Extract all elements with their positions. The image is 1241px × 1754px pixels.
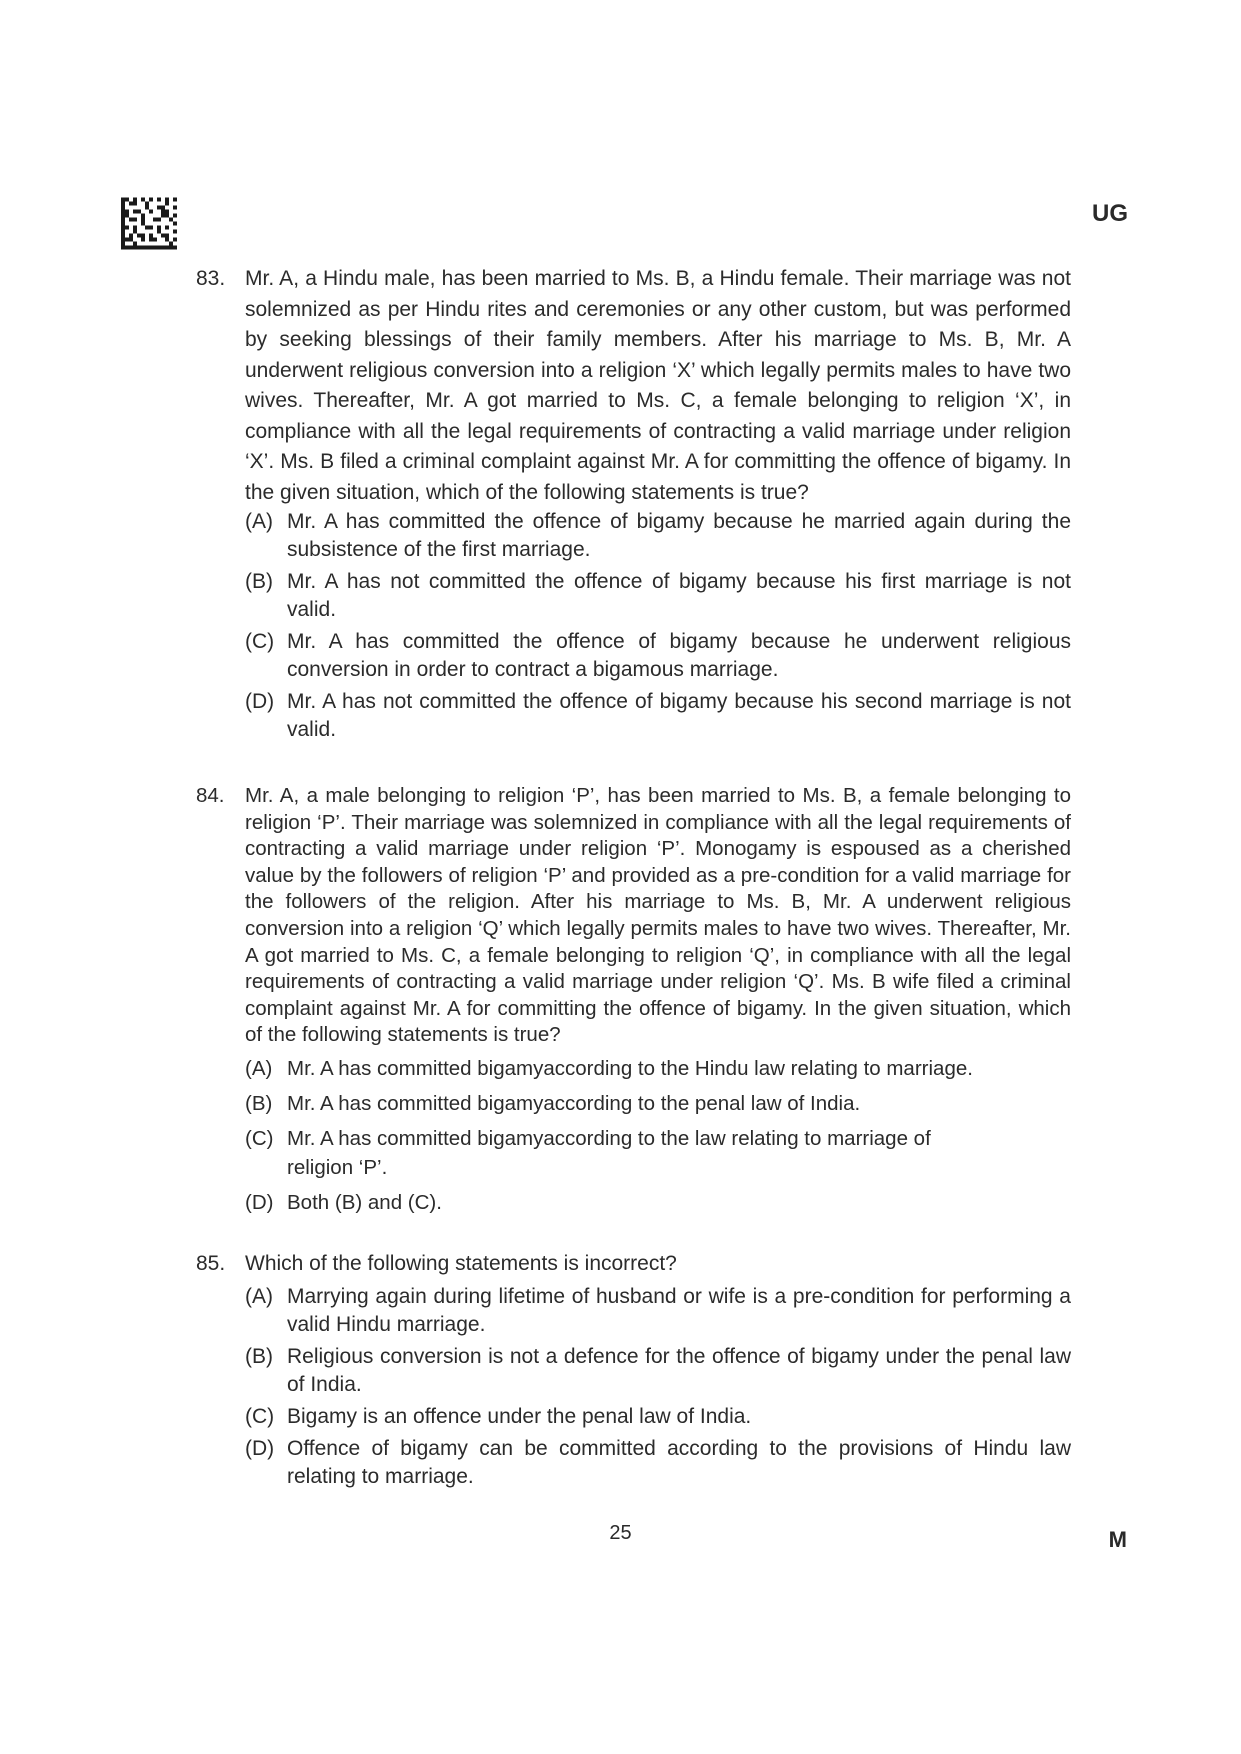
option-label: (B) [245,1345,273,1368]
option-text: Mr. A has committed the offence of bigamy because he married again during the subsistence of the first marriage. [287,510,1071,561]
option-b[interactable] [245,1089,1071,1118]
option-c[interactable] [245,1403,1071,1431]
option-text: Offence of bigamy can be committed according to the provisions of Hindu law relating to marriage. [287,1437,1071,1488]
question-84 [196,783,1071,1223]
question-number: 85. [196,1252,226,1275]
set-code: M [1108,1527,1127,1552]
option-c[interactable] [245,1124,1071,1182]
option-c[interactable] [245,628,1071,684]
option-label: (C) [245,1126,274,1150]
option-text: Both (B) and (C). [287,1190,442,1214]
option-label: (B) [245,1091,273,1115]
option-text: Mr. A has not committed the offence of bigamy because his first marriage is not valid. [287,570,1071,621]
option-a[interactable] [245,1283,1071,1339]
options-list [245,1283,1071,1491]
option-text: Mr. A has committed bigamyaccording to the penal law of India. [287,1091,861,1115]
option-label: (A) [245,1285,273,1308]
question-text: Mr. A, a Hindu male, has been married to Ms. B, a Hindu female. Their marriage was not solemnized as per Hindu rites and ceremonies or any other custom, but was performed by seeking blessings of their family members. After his marriage to Ms. B, Mr. A underwent religious conversion into a religion ‘X’ which legally permits males to have two wives. Thereafter, Mr. A got married to Ms. C, a female belonging to religion ‘X’, in compliance with all the legal requirements of contracting a valid marriage under religion ‘X’. Ms. B filed a criminal complaint against Mr. A for committing the offence of bigamy. In the given situation, which of the following statements is true? [245,267,1071,504]
option-d[interactable] [245,1188,1071,1217]
option-label: (D) [245,1437,275,1460]
option-label: (A) [245,1056,273,1080]
option-a[interactable] [245,508,1071,564]
option-label: (B) [245,570,273,593]
question-number: 83. [196,267,226,290]
page-number: 25 [609,1522,632,1544]
option-d[interactable] [245,1435,1071,1491]
option-label: (C) [245,1405,275,1428]
question-text: Mr. A, a male belonging to religion ‘P’, has been married to Ms. B, a female belonging to religion ‘P’. Their marriage was solemnized in compliance with all the legal requirements of contracting a valid marriage under religion ‘P’. Monogamy is espoused as a cherished value by the followers of religion ‘P’ and provided as a pre-condition for a valid marriage for the followers of the religion. After his marriage to Ms. B, Mr. A underwent religious conversion into a religion ‘Q’ which legally permits males to have two wives. Thereafter, Mr. A got married to Ms. C, a female belonging to religion ‘Q’, in compliance with all the legal requirements of contracting a valid marriage under religion ‘Q’. Ms. B wife filed a criminal complaint against Mr. A for committing the offence of bigamy. In the given situation, which of the following statements is true? [245,784,1071,1047]
option-text: Bigamy is an offence under the penal law of India. [287,1405,752,1428]
options-list [245,508,1071,744]
option-text: Mr. A has not committed the offence of bigamy because his second marriage is not valid. [287,690,1071,741]
option-d[interactable] [245,688,1071,744]
question-number: 84. [196,784,225,807]
option-label: (A) [245,510,273,533]
option-text: Mr. A has committed the offence of bigamy because he underwent religious conversion in order to contract a bigamous marriage. [287,630,1071,681]
option-a[interactable] [245,1054,1071,1083]
option-label: (D) [245,1190,274,1214]
exam-code: UG [1092,200,1128,227]
question-85 [196,1250,1071,1495]
options-list [245,1054,1071,1217]
option-text: Religious conversion is not a defence for the offence of bigamy under the penal law of India. [287,1345,1071,1396]
option-text: Mr. A has committed bigamyaccording to the Hindu law relating to marriage. [287,1056,973,1080]
option-label: (D) [245,690,275,713]
question-83 [196,264,1071,748]
option-b[interactable] [245,1343,1071,1399]
option-b[interactable] [245,568,1071,624]
option-text: Marrying again during lifetime of husband or wife is a pre-condition for performing a valid Hindu marriage. [287,1285,1071,1336]
question-text: Which of the following statements is incorrect? [245,1252,677,1275]
option-text: Mr. A has committed bigamyaccording to the law relating to marriage of religion ‘P’. [287,1126,931,1179]
datamatrix-code-icon [121,197,177,250]
option-label: (C) [245,630,275,653]
